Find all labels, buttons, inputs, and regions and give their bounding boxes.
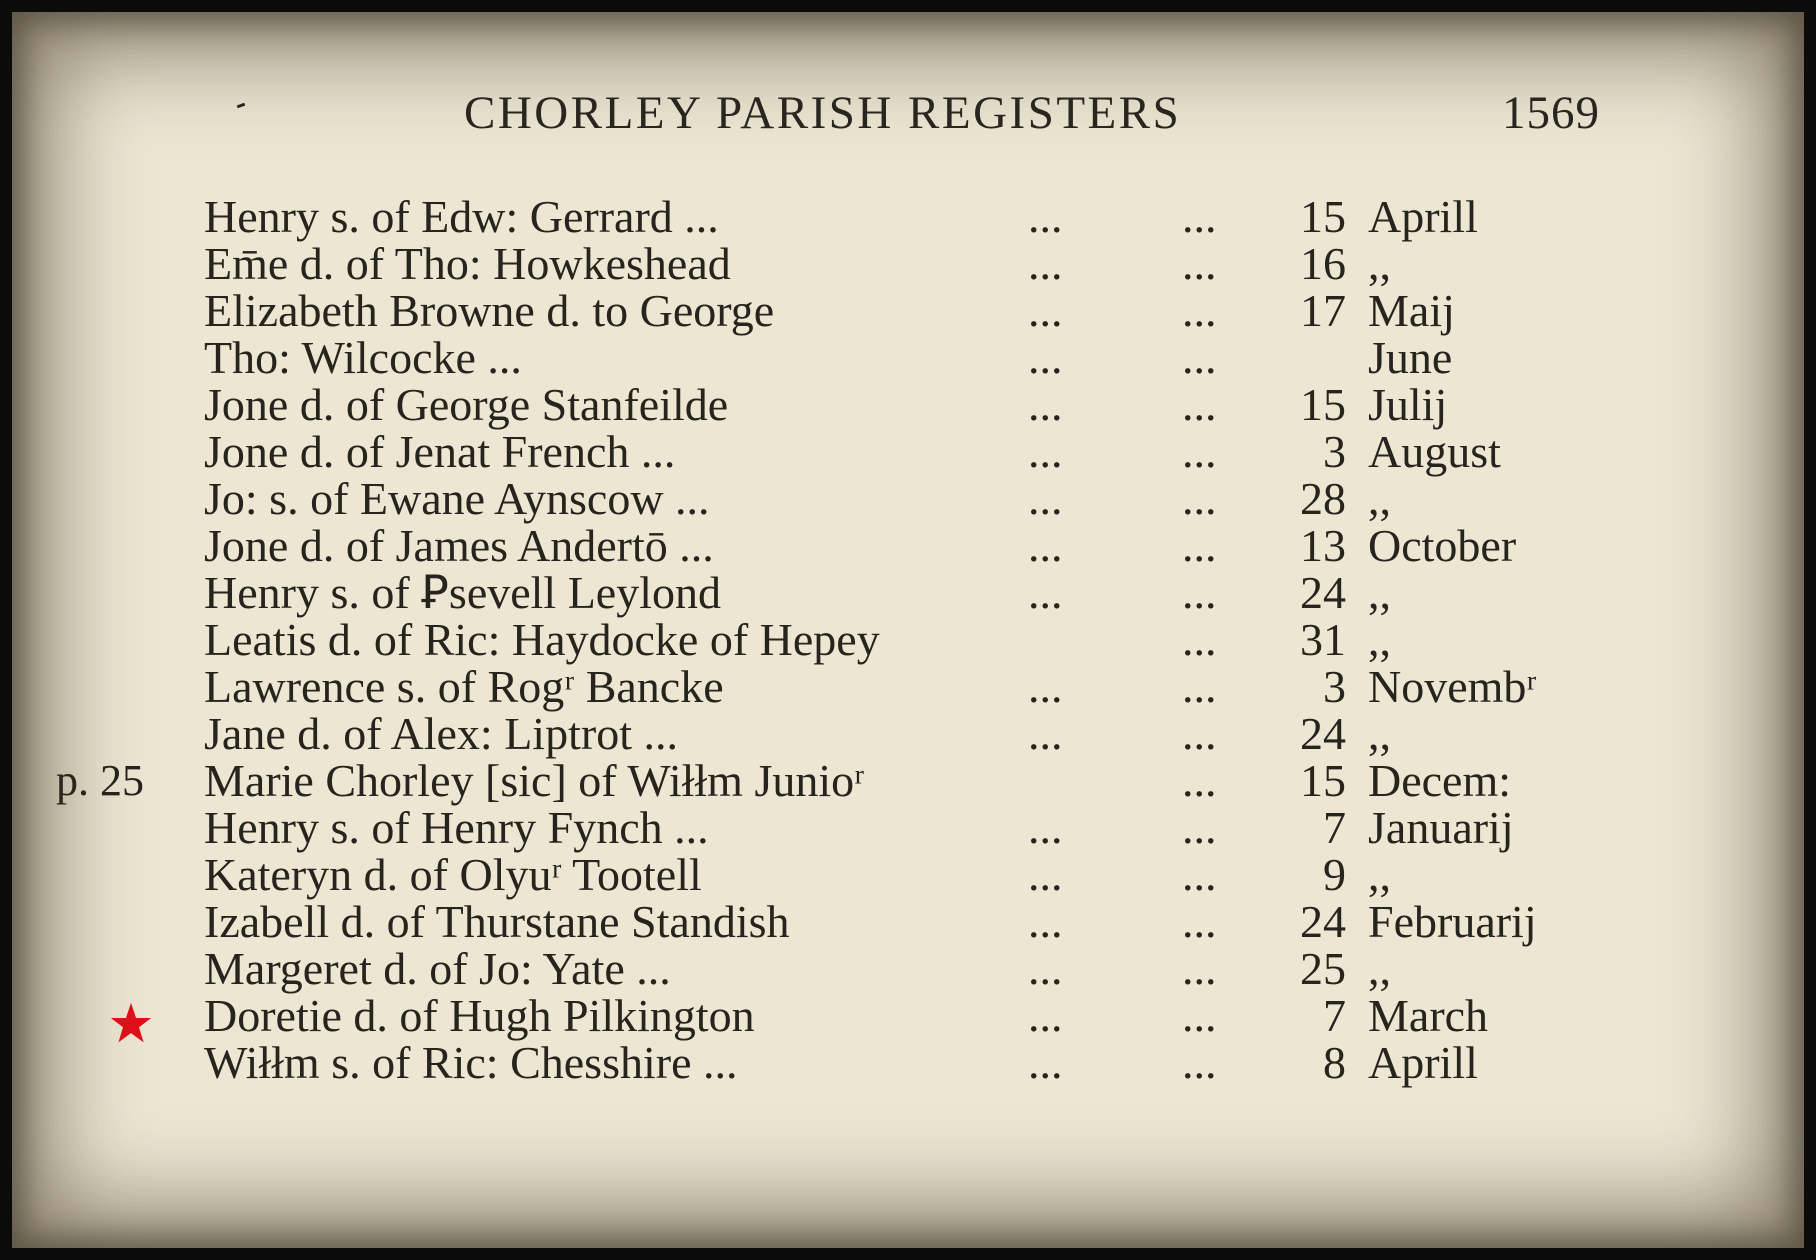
entry-day: 8: [1323, 1037, 1346, 1088]
entry-month: ,,: [1368, 849, 1391, 900]
entry-name: Marie Chorley [sic] of Wiłłm Junioʳ: [204, 755, 865, 806]
register-entry: [12, 707, 1804, 761]
entry-name: Jone d. of Jenat French ...: [204, 426, 676, 477]
entry-month: Aprill: [1368, 191, 1478, 242]
entry-name: Wiłłm s. of Ric: Chesshire ...: [204, 1037, 738, 1088]
leader-dots: ...: [1182, 849, 1217, 900]
entry-month: ,,: [1368, 614, 1391, 665]
leader-dots: ...: [1028, 567, 1063, 618]
leader-dots: ...: [1182, 191, 1217, 242]
entry-day: 15: [1300, 755, 1346, 806]
leader-dots: ...: [1182, 473, 1217, 524]
register-entry: [12, 989, 1804, 1043]
leader-dots: ...: [1028, 191, 1063, 242]
leader-dots: ...: [1028, 473, 1063, 524]
entry-month: March: [1368, 990, 1489, 1041]
entry-name: Jane d. of Alex: Liptrot ...: [204, 708, 678, 759]
star-icon: [110, 1002, 152, 1044]
entry-month: ,,: [1368, 473, 1391, 524]
leader-dots: ...: [1182, 379, 1217, 430]
entry-month: Novembʳ: [1368, 661, 1537, 712]
entry-day: 9: [1323, 849, 1346, 900]
entry-month: June: [1368, 332, 1453, 383]
entry-day: 31: [1300, 614, 1346, 665]
entry-day: 15: [1300, 191, 1346, 242]
entry-name: Doretie d. of Hugh Pilkington: [204, 990, 755, 1041]
entry-name: Em̄e d. of Tho: Howkeshead: [204, 238, 731, 289]
leader-dots: ...: [1182, 238, 1217, 289]
page-reference: p. 25: [56, 756, 144, 805]
leader-dots: ...: [1028, 332, 1063, 383]
entry-day: 24: [1300, 896, 1346, 947]
leader-dots: ...: [1182, 285, 1217, 336]
leader-dots: ...: [1182, 755, 1217, 806]
leader-dots: ...: [1028, 849, 1063, 900]
entry-name: Lawrence s. of Rogʳ Bancke: [204, 661, 724, 712]
entry-name: Jone d. of George Stanfeilde: [204, 379, 729, 430]
entry-day: 3: [1323, 426, 1346, 477]
entry-name: Henry s. of Henry Fynch ...: [204, 802, 709, 853]
register-entry: [12, 378, 1804, 432]
entry-day: 28: [1300, 473, 1346, 524]
register-entry: [12, 284, 1804, 338]
entry-month: October: [1368, 520, 1517, 571]
register-entry: [12, 848, 1804, 902]
register-entry: [12, 519, 1804, 573]
entry-month: Julij: [1368, 379, 1448, 430]
entry-month: ,,: [1368, 943, 1391, 994]
page-title: CHORLEY PARISH REGISTERS: [464, 87, 1182, 139]
entry-name: Jone d. of James Andertō ...: [204, 520, 714, 571]
entry-day: 24: [1300, 708, 1346, 759]
entry-day: 7: [1323, 990, 1346, 1041]
entry-month: August: [1368, 426, 1501, 477]
entry-month: Januarij: [1368, 802, 1514, 853]
leader-dots: ...: [1182, 426, 1217, 477]
leader-dots: ...: [1028, 896, 1063, 947]
entry-name: Elizabeth Browne d. to George: [204, 285, 775, 336]
register-entry: [12, 754, 1804, 808]
entry-name: Jo: s. of Ewane Aynscow ...: [204, 473, 710, 524]
entry-name: Kateryn d. of Olyuʳ Tootell: [204, 849, 702, 900]
leader-dots: ...: [1028, 661, 1063, 712]
leader-dots: ...: [1028, 990, 1063, 1041]
entry-name: Henry s. of Edw: Gerrard ...: [204, 191, 719, 242]
register-entry: [12, 190, 1804, 244]
leader-dots: ...: [1182, 1037, 1217, 1088]
register-page: [12, 12, 1804, 1248]
register-entry: [12, 895, 1804, 949]
leader-dots: ...: [1028, 1037, 1063, 1088]
entry-month: ,,: [1368, 708, 1391, 759]
entry-name: Leatis d. of Ric: Haydocke of Hepey: [204, 614, 880, 665]
register-entry: [12, 1036, 1804, 1090]
register-entry: [12, 801, 1804, 855]
leader-dots: ...: [1028, 708, 1063, 759]
entry-day: 3: [1323, 661, 1346, 712]
page-year: 1569: [1502, 87, 1600, 139]
entry-day: 16: [1300, 238, 1346, 289]
entry-month: Decem:: [1368, 755, 1512, 806]
leader-dots: ...: [1028, 943, 1063, 994]
register-entry: [12, 566, 1804, 620]
register-entry: [12, 472, 1804, 526]
leader-dots: ...: [1182, 661, 1217, 712]
register-entry: [12, 425, 1804, 479]
entry-month: Februarij: [1368, 896, 1537, 947]
register-entry: [12, 942, 1804, 996]
entry-month: Aprill: [1368, 1037, 1478, 1088]
entry-month: ,,: [1368, 567, 1391, 618]
register-entry: [12, 237, 1804, 291]
leader-dots: ...: [1182, 567, 1217, 618]
leader-dots: ...: [1028, 379, 1063, 430]
leader-dots: ...: [1182, 332, 1217, 383]
leader-dots: ...: [1182, 708, 1217, 759]
leader-dots: ...: [1182, 802, 1217, 853]
entry-name: Tho: Wilcocke ...: [204, 332, 522, 383]
entry-day: 17: [1300, 285, 1346, 336]
leader-dots: ...: [1182, 520, 1217, 571]
leader-dots: ...: [1028, 802, 1063, 853]
leader-dots: ...: [1182, 990, 1217, 1041]
register-entry: [12, 331, 1804, 385]
entry-name: Margeret d. of Jo: Yate ...: [204, 943, 671, 994]
entry-month: Maij: [1368, 285, 1455, 336]
entry-day: 25: [1300, 943, 1346, 994]
entry-day: 7: [1323, 802, 1346, 853]
leader-dots: ...: [1182, 896, 1217, 947]
leader-dots: ...: [1028, 285, 1063, 336]
leader-dots: ...: [1028, 426, 1063, 477]
entry-name: Henry s. of Ꝑsevell Leylond: [204, 567, 722, 618]
leader-dots: ...: [1028, 520, 1063, 571]
page-header: [12, 86, 1804, 146]
leader-dots: ...: [1182, 943, 1217, 994]
entry-day: 24: [1300, 567, 1346, 618]
entry-name: Izabell d. of Thurstane Standish: [204, 896, 790, 947]
entry-day: 13: [1300, 520, 1346, 571]
register-entry: [12, 613, 1804, 667]
stray-mark: [237, 103, 246, 109]
entry-month: ,,: [1368, 238, 1391, 289]
leader-dots: ...: [1028, 238, 1063, 289]
leader-dots: ...: [1182, 614, 1217, 665]
register-entry: [12, 660, 1804, 714]
entry-day: 15: [1300, 379, 1346, 430]
